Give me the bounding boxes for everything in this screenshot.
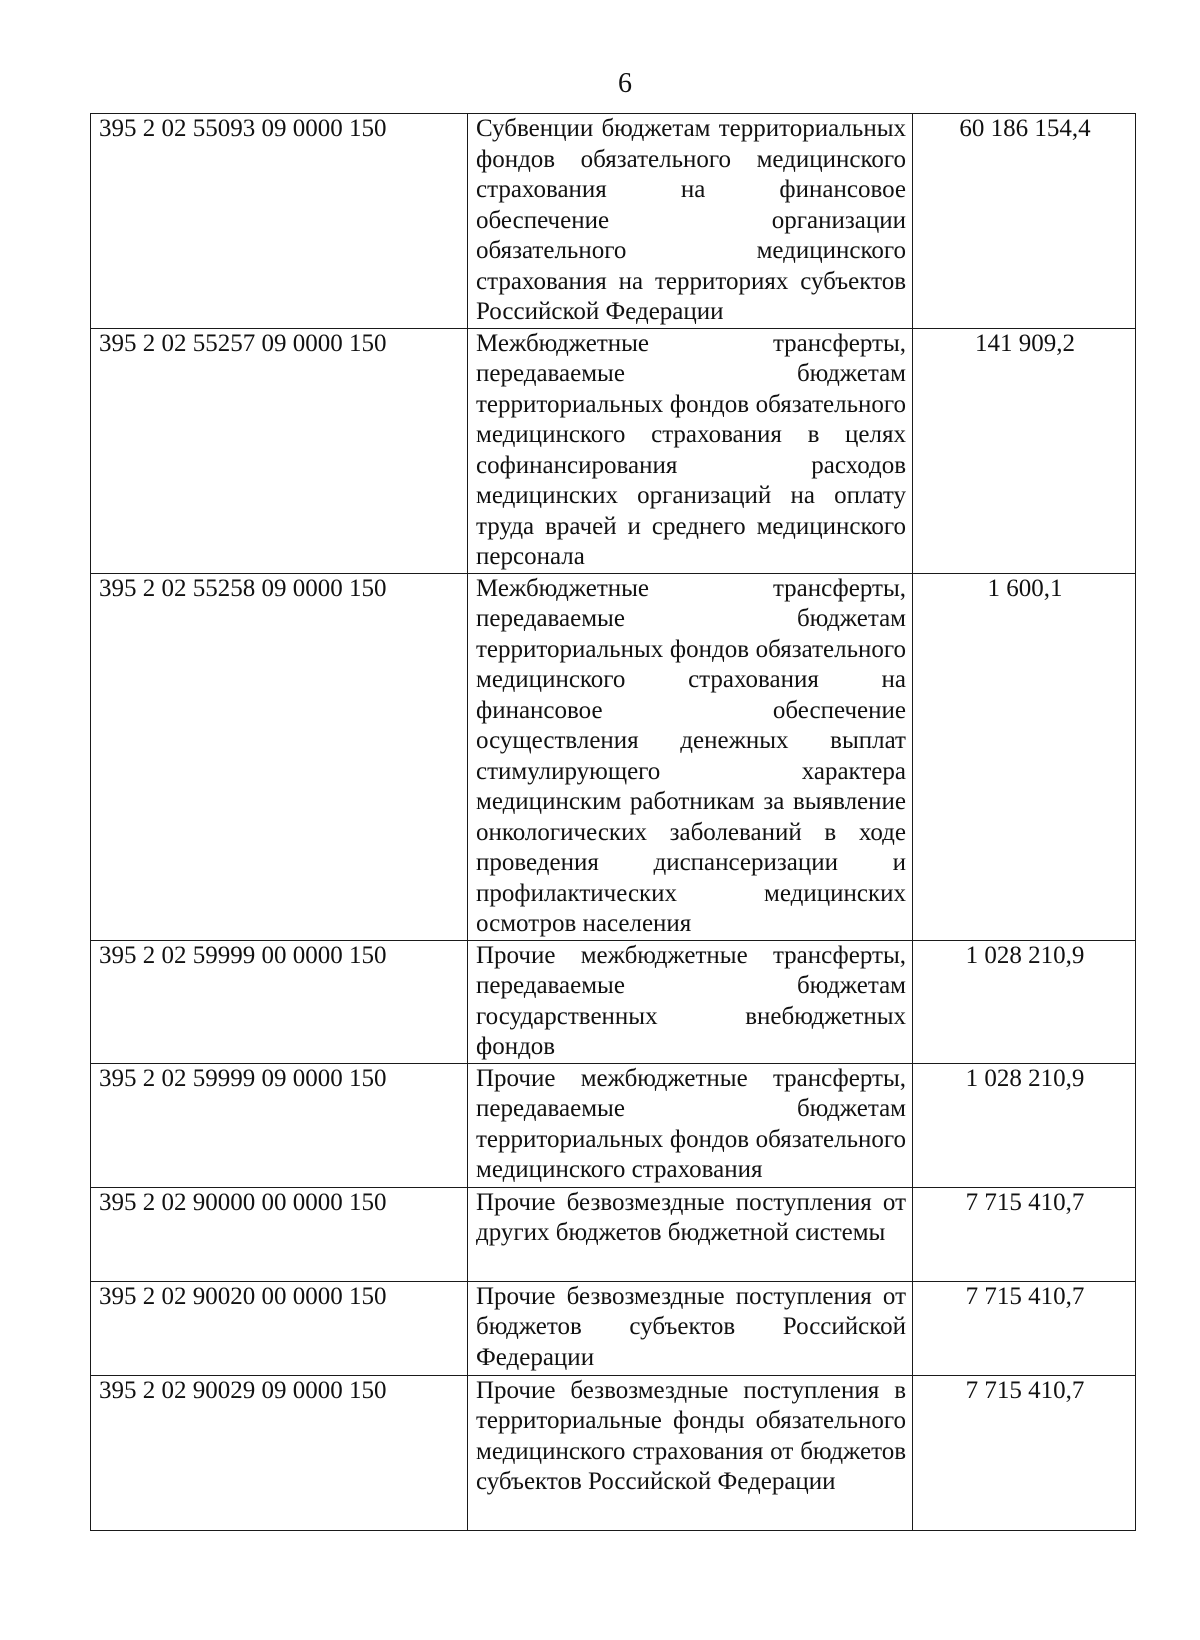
description-cell: Прочие безвозмездные поступления от бюджетов субъектов Российской Федерации xyxy=(468,1281,913,1375)
budget-code-cell: 395 2 02 55093 09 0000 150 xyxy=(91,114,468,329)
budget-code-cell: 395 2 02 59999 09 0000 150 xyxy=(91,1063,468,1187)
table-row xyxy=(91,573,1136,940)
budget-code-cell: 395 2 02 55257 09 0000 150 xyxy=(91,328,468,573)
budget-code-cell: 395 2 02 90000 00 0000 150 xyxy=(91,1187,468,1281)
budget-code-cell: 395 2 02 90020 00 0000 150 xyxy=(91,1281,468,1375)
amount-cell: 1 028 210,9 xyxy=(913,940,1136,1063)
table-row xyxy=(91,1281,1136,1375)
page-number: 6 xyxy=(618,68,632,99)
description-cell: Прочие межбюджетные трансферты, передаваемые бюджетам территориальных фондов обязательного медицинского страхования xyxy=(468,1063,913,1187)
table-row xyxy=(91,328,1136,573)
description-cell: Межбюджетные трансферты, передаваемые бюджетам территориальных фондов обязательного медицинского страхования на финансовое обеспечение осуществления денежных выплат стимулирующего характера медицинским работникам за выявление онкологических заболеваний в ходе проведения диспансеризации и профилактических медицинских осмотров населения xyxy=(468,573,913,940)
amount-cell: 1 600,1 xyxy=(913,573,1136,940)
description-cell: Субвенции бюджетам территориальных фондов обязательного медицинского страхования на финансовое обеспечение организации обязательного медицинского страхования на территориях субъектов Российской Федерации xyxy=(468,114,913,329)
table-row xyxy=(91,1063,1136,1187)
amount-cell: 60 186 154,4 xyxy=(913,114,1136,329)
amount-cell: 141 909,2 xyxy=(913,328,1136,573)
description-cell: Межбюджетные трансферты, передаваемые бюджетам территориальных фондов обязательного медицинского страхования в целях софинансирования расходов медицинских организаций на оплату труда врачей и среднего медицинского персонала xyxy=(468,328,913,573)
table-row xyxy=(91,1187,1136,1281)
budget-code-cell: 395 2 02 55258 09 0000 150 xyxy=(91,573,468,940)
description-cell: Прочие межбюджетные трансферты, передаваемые бюджетам государственных внебюджетных фондов xyxy=(468,940,913,1063)
amount-cell: 7 715 410,7 xyxy=(913,1281,1136,1375)
budget-code-cell: 395 2 02 90029 09 0000 150 xyxy=(91,1375,468,1530)
description-cell: Прочие безвозмездные поступления от других бюджетов бюджетной системы xyxy=(468,1187,913,1281)
amount-cell: 7 715 410,7 xyxy=(913,1187,1136,1281)
budget-table xyxy=(90,113,1136,1531)
budget-code-cell: 395 2 02 59999 00 0000 150 xyxy=(91,940,468,1063)
table-row xyxy=(91,114,1136,329)
amount-cell: 1 028 210,9 xyxy=(913,1063,1136,1187)
amount-cell: 7 715 410,7 xyxy=(913,1375,1136,1530)
table-row xyxy=(91,940,1136,1063)
description-cell: Прочие безвозмездные поступления в территориальные фонды обязательного медицинского страхования от бюджетов субъектов Российской Федерации xyxy=(468,1375,913,1530)
table-row xyxy=(91,1375,1136,1530)
